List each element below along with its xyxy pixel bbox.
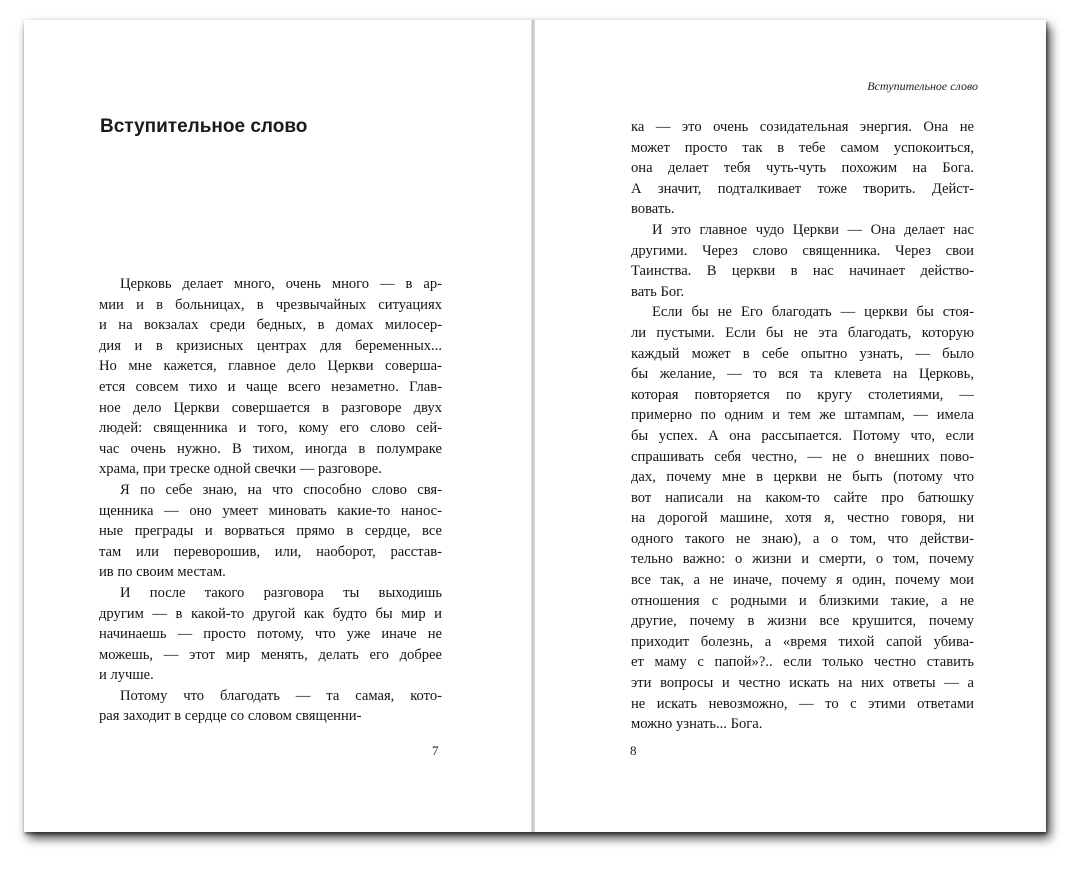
- text-line: и лучше.: [99, 667, 154, 684]
- chapter-heading: Вступительное слово: [100, 116, 308, 137]
- text-line: дах, почему мне в церкви не быть (потому что: [631, 469, 974, 486]
- text-line: ное дело Церкви совершается в разговоре двух: [99, 399, 442, 416]
- text-line: дия и в кризисных центрах для беременных...: [99, 337, 442, 354]
- text-line: тельно важно: о жизни и смерти, о том, почему: [631, 551, 974, 568]
- text-line: не искать невозможно, — то с этими ответами: [631, 695, 974, 712]
- text-line: Потому что благодать — та самая, кото-: [120, 687, 442, 704]
- text-line: и на вокзалах среди бедных, в домах милосер-: [99, 317, 442, 334]
- text-line: все так, а не иначе, почему я один, почему мои: [631, 572, 974, 589]
- text-line: там или переворошив, или, наоборот, расстав-: [99, 543, 442, 560]
- text-line: эти вопросы и честно искать на них ответы — а: [631, 675, 974, 692]
- text-line: приходит болезнь, а «время тихой сапой убива-: [631, 633, 974, 650]
- page-number-left: 7: [432, 743, 439, 758]
- text-line: каждый может в себе опытно узнать, — было: [631, 345, 974, 362]
- left-page: [24, 20, 533, 832]
- text-line: людей: священника и того, кому его слово сей-: [99, 420, 442, 437]
- text-line: бы успех. А она рассыпается. Потому что, если: [631, 427, 974, 444]
- text-line: И это главное чудо Церкви — Она делает нас: [652, 221, 974, 238]
- book-gutter: [531, 20, 535, 832]
- text-line: И после такого разговора ты выходишь: [120, 584, 442, 601]
- text-line: отношения с родными и близкими такие, а не: [631, 592, 974, 609]
- text-line: ется совсем тихо и чаще всего незаметно. Глав-: [99, 378, 442, 395]
- text-line: может просто так в тебе самом успокоиться,: [631, 139, 974, 156]
- text-line: другими. Через слово священника. Через свои: [631, 242, 974, 259]
- right-page: [533, 20, 1046, 832]
- right-page-body: [631, 117, 974, 735]
- text-line: Если бы не Его благодать — церкви бы стоя-: [652, 304, 974, 321]
- text-line: мии и в больницах, в чрезвычайных ситуациях: [99, 296, 442, 313]
- text-line: Таинства. В церкви в нас начинает действо-: [631, 263, 974, 280]
- text-line: спрашивать себя честно, — не о внешних пово-: [631, 448, 974, 465]
- text-line: час очень нужно. В тихом, иногда в полумраке: [99, 440, 442, 457]
- text-line: бы желание, — то вся та клевета на Церковь,: [631, 366, 974, 383]
- text-line: щенника — оно умеет миновать какие-то нанос-: [99, 502, 442, 519]
- page-number-right: 8: [630, 743, 637, 758]
- left-page-body: [99, 274, 442, 727]
- text-line: ет маму с папой»?.. если только честно ставить: [631, 654, 974, 671]
- text-line: начинаешь — просто потому, что уже иначе не: [99, 626, 442, 643]
- book-spread: [24, 20, 1046, 832]
- text-line: она делает тебя чуть-чуть похожим на Бога.: [631, 160, 974, 177]
- text-line: Церковь делает много, очень много — в ар-: [120, 276, 442, 292]
- text-line: одного такого не знаю), а о том, что действи-: [631, 530, 974, 547]
- text-line: можешь, — этот мир менять, делать его добрее: [99, 646, 442, 663]
- text-line: храма, при треске одной свечки — разговоре.: [99, 461, 382, 478]
- text-line: вовать.: [631, 201, 675, 218]
- text-line: другим — в какой-то другой как будто бы мир и: [99, 605, 442, 622]
- text-line: рая заходит в сердце со словом священни-: [99, 708, 362, 725]
- text-line: ив по своим местам.: [99, 564, 226, 581]
- text-line: А значит, подталкивает тоже творить. Дейст-: [631, 180, 974, 197]
- text-line: другие, почему в жизни все крушится, почему: [631, 613, 974, 630]
- text-line: которая повторяется по кругу столетиями, —: [631, 386, 974, 403]
- running-head: Вступительное слово: [867, 79, 978, 93]
- text-line: примерно по одним и тем же штампам, — имела: [631, 407, 974, 424]
- text-line: на дорогой машине, хотя я, честно говоря, ни: [631, 510, 974, 527]
- text-line: Но мне кажется, главное дело Церкви соверша-: [99, 358, 442, 375]
- text-line: ка — это очень созидательная энергия. Она не: [631, 119, 974, 135]
- text-line: ные преграды и ворваться прямо в сердце, все: [99, 523, 442, 540]
- text-line: вать Бог.: [631, 283, 685, 300]
- text-line: Я по себе знаю, на что способно слово свя-: [120, 481, 442, 498]
- text-line: вот написали на каком-то сайте про батюшку: [631, 489, 974, 506]
- text-line: можно узнать... Бога.: [631, 716, 763, 733]
- text-line: ли пустыми. Если бы не эта благодать, которую: [631, 324, 974, 341]
